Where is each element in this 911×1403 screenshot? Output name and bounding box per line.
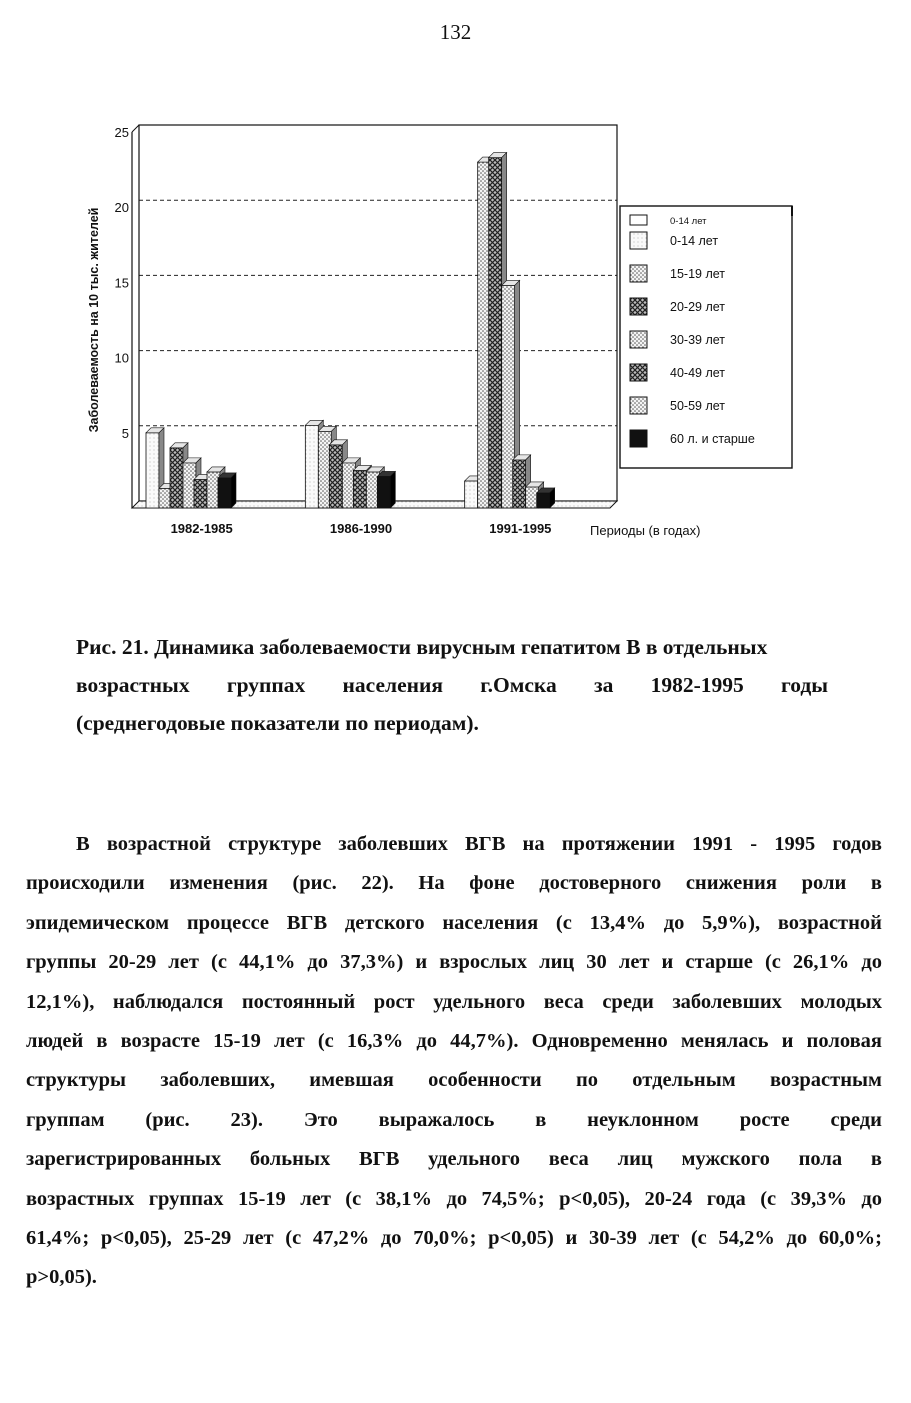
legend-swatch [630, 215, 647, 225]
caption-line: Рис. 21. Динамика заболеваемости вирусным гепатитом В в отдельных [76, 635, 768, 659]
bar [218, 473, 236, 508]
bar-side [390, 471, 395, 508]
bar-front [194, 479, 207, 508]
paragraph-line: p>0,05). [26, 1266, 97, 1289]
chart-axes [132, 125, 617, 508]
bar-front [329, 445, 342, 508]
bar-side [231, 473, 236, 508]
paragraph-line: группам (рис. 23). Это выражалось в неуклонном росте среди [26, 1108, 882, 1131]
chart-back-wall [139, 125, 617, 501]
y-tick-label: 15 [114, 275, 129, 291]
figure-caption [76, 628, 828, 742]
bar-front [489, 158, 502, 508]
bar-front [353, 470, 366, 508]
x-tick-label: 1986-1990 [329, 521, 393, 536]
y-tick-label: 5 [121, 425, 129, 441]
x-axis-label: Периоды (в годах) [590, 523, 701, 538]
bar-front [513, 460, 526, 508]
caption-line: (среднегодовые показатели по периодам). [76, 711, 479, 735]
legend-label: 60 л. и старше [670, 432, 755, 446]
paragraph-line: В возрастной структуре заболевших ВГВ на протяжении 1991 - 1995 годов [76, 833, 882, 855]
legend-label: 40-49 лет [670, 366, 725, 380]
paragraph-line: зарегистрированных больных ВГВ удельного веса лиц мужского пола в [26, 1148, 882, 1171]
y-tick-label: 20 [114, 200, 129, 216]
paragraph-line: 61,4%; p<0,05), 25-29 лет (с 47,2% до 70,0%; p<0,05) и 30-39 лет (с 54,2% до 60,0%; [26, 1227, 882, 1250]
body-paragraph [26, 825, 882, 1298]
bar-front [170, 448, 183, 508]
paragraph-line: происходили изменения (рис. 22). На фоне достоверного снижения роли в [26, 872, 882, 895]
bar-front [377, 476, 390, 508]
legend-swatch [630, 397, 647, 414]
paragraph-line: группы 20-29 лет (с 44,1% до 37,3%) и взрослых лиц 30 лет и старше (с 26,1% до [26, 951, 882, 974]
chart-legend [620, 206, 792, 468]
chart-grid [139, 200, 617, 426]
bar-chart [80, 120, 800, 560]
legend-swatch [630, 298, 647, 315]
bar-front [537, 493, 550, 508]
legend-label: 30-39 лет [670, 333, 725, 347]
bar-front [465, 481, 478, 508]
bar-front [146, 433, 159, 508]
legend-label: 15-19 лет [670, 267, 725, 281]
x-tick-label: 1991-1995 [489, 521, 552, 536]
paragraph-line: 12,1%), наблюдался постоянный рост удельного веса среди заболевших молодых [26, 990, 882, 1013]
bar [537, 488, 555, 508]
y-axis-edge [132, 125, 139, 132]
bar [377, 471, 395, 508]
legend-swatch [630, 364, 647, 381]
legend-label: 20-29 лет [670, 300, 725, 314]
legend-label: 0-14 лет [670, 216, 707, 227]
legend-swatch [630, 232, 647, 249]
paragraph-line: людей в возрасте 15-19 лет (с 16,3% до 44,7%). Одновременно менялась и половая [26, 1030, 882, 1053]
legend-label: 0-14 лет [670, 234, 719, 248]
paragraph-line: возрастных группах 15-19 лет (с 38,1% до 74,5%; p<0,05), 20-24 года (с 39,3% до [26, 1187, 882, 1210]
paragraph-line: структуры заболевших, имевшая особенности по отдельным возрастным [26, 1069, 882, 1092]
x-tick-label: 1982-1985 [170, 521, 233, 536]
caption-line: возрастных группах населения г.Омска за 1982-1995 годы [76, 673, 828, 697]
bar-front [305, 425, 318, 508]
legend-swatch [630, 331, 647, 348]
chart-bars [146, 153, 555, 508]
legend-swatch [630, 265, 647, 282]
y-axis-label: Заболеваемость на 10 тыс. жителей [87, 207, 101, 433]
page-number: 132 [439, 20, 472, 44]
y-tick-label: 10 [114, 350, 129, 366]
legend-label: 50-59 лет [670, 399, 725, 413]
legend-swatch [630, 430, 647, 447]
bar-front [218, 478, 231, 508]
paragraph-line: эпидемическом процессе ВГВ детского населения (с 13,4% до 5,9%), возрастной [26, 911, 882, 934]
y-tick-label: 25 [114, 125, 129, 140]
